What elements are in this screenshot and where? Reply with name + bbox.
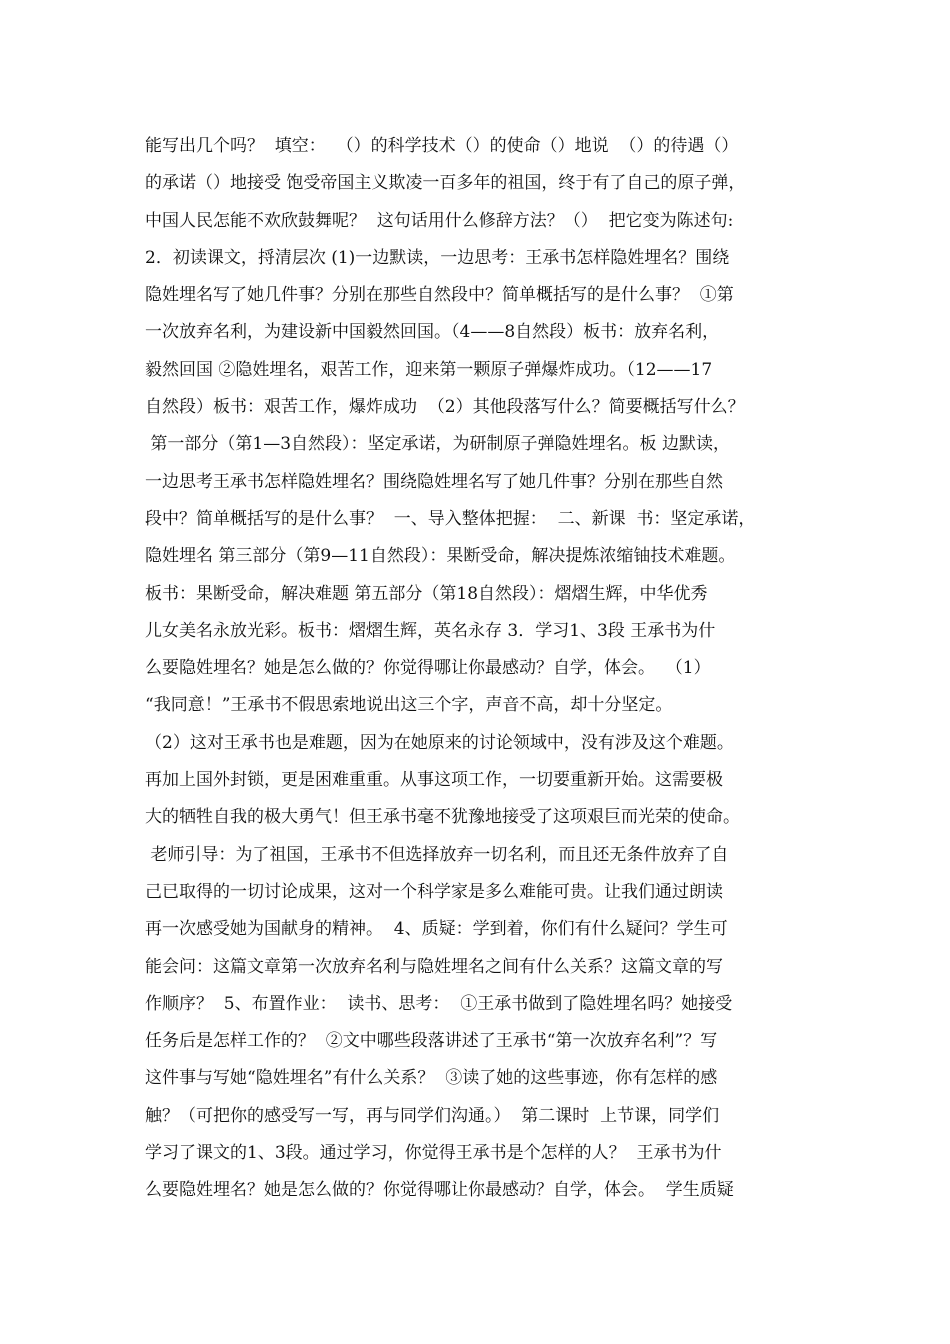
text-line: 隐姓埋名写了她几件事？分别在那些自然段中？简单概括写的是什么事？ ①第	[145, 285, 734, 306]
text-line: 能会问：这篇文章第一次放弃名利与隐姓埋名之间有什么关系？这篇文章的写	[145, 956, 723, 977]
text-line: 再加上国外封锁，更是困难重重。从事这项工作，一切要重新开始。这需要极	[145, 770, 723, 791]
text-line: 第一部分（第1—3自然段）：坚定承诺，为研制原子弹隐姓埋名。板 边默读，	[145, 434, 730, 455]
text-line: 任务后是怎样工作的？ ②文中哪些段落讲述了王承书“第一次放弃名利”？写	[145, 1031, 718, 1052]
text-line: 己已取得的一切讨论成果，这对一个科学家是多么难能可贵。让我们通过朗读	[145, 881, 723, 902]
text-line: 这件事与写她“隐姓埋名”有什么关系？ ③读了她的这些事迹，你有怎样的感	[145, 1068, 718, 1089]
text-line: （2）这对王承书也是难题，因为在她原来的讨论领域中，没有涉及这个难题。	[145, 732, 734, 753]
text-line: 一边思考王承书怎样隐姓埋名？围绕隐姓埋名写了她几件事？分别在那些自然	[145, 471, 723, 492]
text-line: 的承诺（）地接受 饱受帝国主义欺凌一百多年的祖国，终于有了自己的原子弹，	[145, 173, 746, 194]
text-line: 一次放弃名利，为建设新中国毅然回国。（4——8自然段）板书：放弃名利，	[145, 322, 720, 343]
text-line: 大的牺牲自我的极大勇气！但王承书毫不犹豫地接受了这项艰巨而光荣的使命。	[145, 807, 740, 828]
text-line: 板书：果断受命，解决难题 第五部分（第18自然段）：熠熠生辉，中华优秀	[145, 583, 708, 604]
text-line: 么要隐姓埋名？她是怎么做的？你觉得哪让你最感动？自学，体会。 学生质疑	[145, 1180, 734, 1201]
text-line: 作顺序？ 5、布置作业： 读书、思考： ①王承书做到了隐姓埋名吗？她接受	[145, 993, 733, 1014]
body-text	[145, 128, 825, 1210]
text-line: 隐姓埋名 第三部分（第9—11自然段）：果断受命，解决提炼浓缩铀技术难题。	[145, 546, 736, 567]
text-line: 段中？简单概括写的是什么事？ 一、导入整体把握： 二、新课 书：坚定承诺，	[145, 508, 756, 529]
text-line: 2．初读课文，捋清层次 (1)一边默读，一边思考：王承书怎样隐姓埋名？围绕	[145, 247, 730, 268]
text-line: 毅然回国 ②隐姓埋名，艰苦工作，迎来第一颗原子弹爆炸成功。（12——17	[145, 359, 713, 380]
text-line: 自然段）板书：艰苦工作，爆炸成功 （2）其他段落写什么？简要概括写什么？	[145, 397, 745, 418]
text-line: 能写出几个吗？ 填空： （）的科学技术（）的使命（）地说 （）的待遇（）	[145, 136, 739, 156]
text-line: 么要隐姓埋名？她是怎么做的？你觉得哪让你最感动？自学，体会。 （1）	[145, 658, 711, 679]
text-line: 中国人民怎能不欢欣鼓舞呢？ 这句话用什么修辞方法？（） 把它变为陈述句:	[145, 210, 734, 231]
text-line: “我同意！”王承书不假思索地说出这三个字，声音不高，却十分坚定。	[145, 695, 673, 716]
text-line: 学习了课文的1、3段。通过学习，你觉得王承书是个怎样的人？ 王承书为什	[145, 1143, 722, 1164]
text-line: 触？（可把你的感受写一写，再与同学们沟通。） 第二课时 上节课，同学们	[145, 1105, 720, 1126]
text-line: 老师引导：为了祖国，王承书不但选择放弃一切名利，而且还无条件放弃了自	[145, 844, 729, 865]
text-line: 再一次感受她为国献身的精神。 4、质疑：学到着，你们有什么疑问？学生可	[145, 919, 728, 940]
text-line: 儿女美名永放光彩。板书：熠熠生辉，英名永存 3．学习1、3段 王承书为什	[145, 620, 716, 641]
